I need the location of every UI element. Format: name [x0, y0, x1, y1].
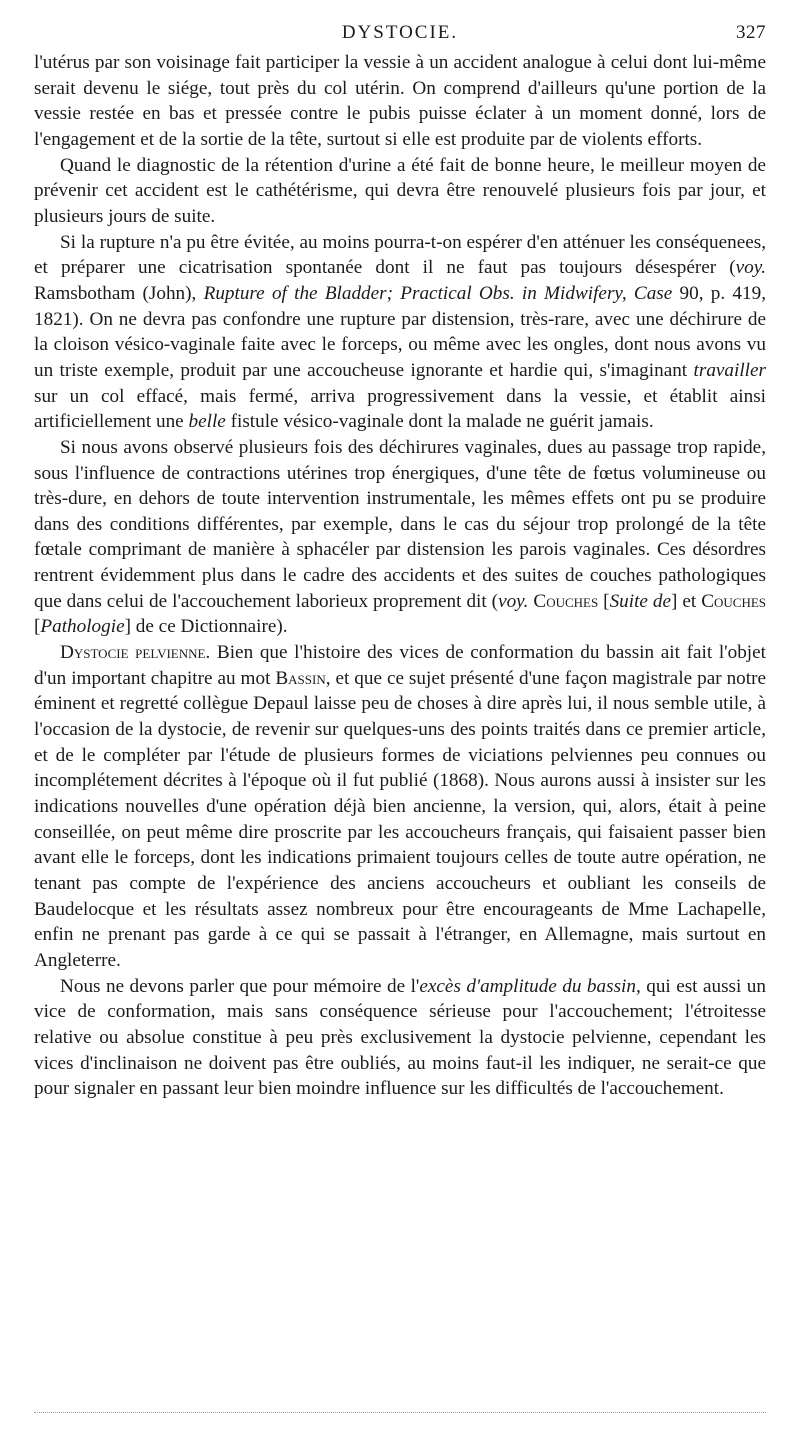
paragraph-2: Quand le diagnostic de la rétention d'urine a été fait de bonne heure, le meilleur moyen de prévenir cet accident est le cathétérisme, qui devra être renouvelé plusieurs fois par jour, et plusieurs jours de suite. — [34, 154, 766, 227]
paragraph-3 — [34, 230, 766, 435]
text-run: Si nous avons observé plusieurs fois des déchirures vaginales, dues au passage trop rapide, sous l'influence de contractions utérines trop énergiques, d'une tête de fœtus volumineuse ou très-dure, en dehors de toute intervention instrumentale, les mêmes effets ont pu se produire dans des conditions différentes, par exemple, dans le cas du séjour trop prolongé de la tête fœtale comprimant de manière à sphacéler par distension les parois vaginales. Ces désordres rentrent évidemment plus dans le cadre des accidents et des suites de couches pathologiques que dans celui de l'accouchement laborieux proprement dit ( — [34, 436, 766, 612]
text-run: qui est aussi un vice de conformation, mais sans conséquence sérieuse pour l'accouchement; l'étroitesse relative ou absolue constitue à peu près exclusivement la dystocie pelvienne, cependant les vices d'inclinaison ne doivent pas être oubliés, au moins faut-il les indiquer, ne serait-ce que pour signaler en passant leur bien moindre influence sur les difficultés de l'accouchement. — [34, 975, 766, 1100]
body-text — [34, 50, 766, 1102]
text-run: ] de ce Dictionnaire). — [124, 616, 288, 638]
text-run: [ — [598, 590, 610, 612]
italic-suite-de: Suite de — [609, 590, 672, 612]
running-title: DYSTOCIE. — [341, 22, 459, 43]
italic-belle: belle — [188, 411, 226, 433]
paragraph-4 — [34, 435, 766, 640]
text-run: fistule vésico-vaginale dont la malade ne guérit jamais. — [225, 411, 654, 433]
paragraph-5 — [34, 640, 766, 974]
text-run: [ — [34, 616, 41, 638]
italic-pathologie: Pathologie — [40, 616, 125, 638]
italic-reference-title: Rupture of the Bladder; Practical Obs. in Midwifery, Case — [203, 282, 673, 304]
text-run: , et que ce sujet présenté d'une façon magistrale par notre éminent et regretté collègue Depaul laisse peu de choses à dire après lui, il nous semble utile, à l'occasion de la dystocie, de revenir sur quelques-uns des points traités dans ce premier article, et de le compléter par l'étude de plusieurs formes de viciations pelviennes peu connues ou incomplétement décrites à l'époque où il fut publié (1868). Nous aurons aussi à insister sur les indications nouvelles d'une opération déjà bien ancienne, la version, qui, alors, était à peine conseillée, on peut même dire proscrite par les accoucheurs français, qui faisaient passer bien avant elle le forceps, dont les indications primaient toujours celles de toute autre opération, ne tenant pas compte de l'expérience des anciens accoucheurs et oubliant les conseils de Baudelocque et les résultats assez nombreux pour être encourageants de Mme Lachapelle, enfin ne prenant pas garde à ce qui se passait à l'étranger, en Allemagne, mais surtout en Angleterre. — [34, 667, 767, 971]
running-header — [34, 22, 766, 50]
text-run: Bien que l'histoire des vices de conformation du bassin ait fait l'objet d'un important chapitre au mot — [34, 642, 766, 689]
text-run: ] et — [671, 590, 702, 612]
text-run: sur un col effacé, mais fermé, arriva progressivement dans la vessie, et établit ainsi artificiellement une — [34, 385, 766, 433]
footer-dotted-rule — [34, 1412, 766, 1413]
italic-travailler: travailler — [693, 359, 766, 381]
smallcaps-couches: Couches — [533, 590, 599, 612]
italic-voy: voy. — [498, 590, 529, 612]
smallcaps-bassin: Bassin — [275, 667, 326, 689]
text-run: Nous ne devons parler que pour mémoire de l' — [60, 975, 420, 997]
text-run: Ramsbotham (John), — [34, 282, 204, 304]
book-page — [34, 22, 766, 1102]
smallcaps-couches: Couches — [701, 590, 767, 612]
paragraph-1: l'utérus par son voisinage fait participer la vessie à un accident analogue à celui dont lui-même serait devenu le siége, tout près du col utérin. On comprend d'ailleurs qu'une portion de la vessie restée en bas et pressée contre le pubis puisse éclater à un moment donné, lors de l'engagement et de la sortie de la tête, surtout si elle est produite par de violents efforts. — [34, 52, 766, 150]
page-number: 327 — [736, 22, 766, 43]
italic-exces-amplitude: excès d'amplitude du bassin, — [419, 975, 641, 997]
italic-voy: voy. — [735, 257, 766, 279]
text-run: 90, p. 419, 1821). On ne devra pas confondre une rupture par distension, très-rare, avec une déchirure de la cloison vésico-vaginale faite avec le forceps, ou même avec les ongles, dont nous avons vu un triste exemple, produit par une accoucheuse ignorante et hardie qui, s'imaginant — [34, 282, 766, 381]
text-run: Si la rupture n'a pu être évitée, au moins pourra-t-on espérer d'en atténuer les conséquenees, et préparer une cicatrisation spontanée dont il ne faut pas toujours désespérer ( — [34, 231, 766, 279]
section-lead-dystocie-pelvienne: Dystocie pelvienne. — [60, 642, 211, 664]
paragraph-6 — [34, 974, 766, 1102]
